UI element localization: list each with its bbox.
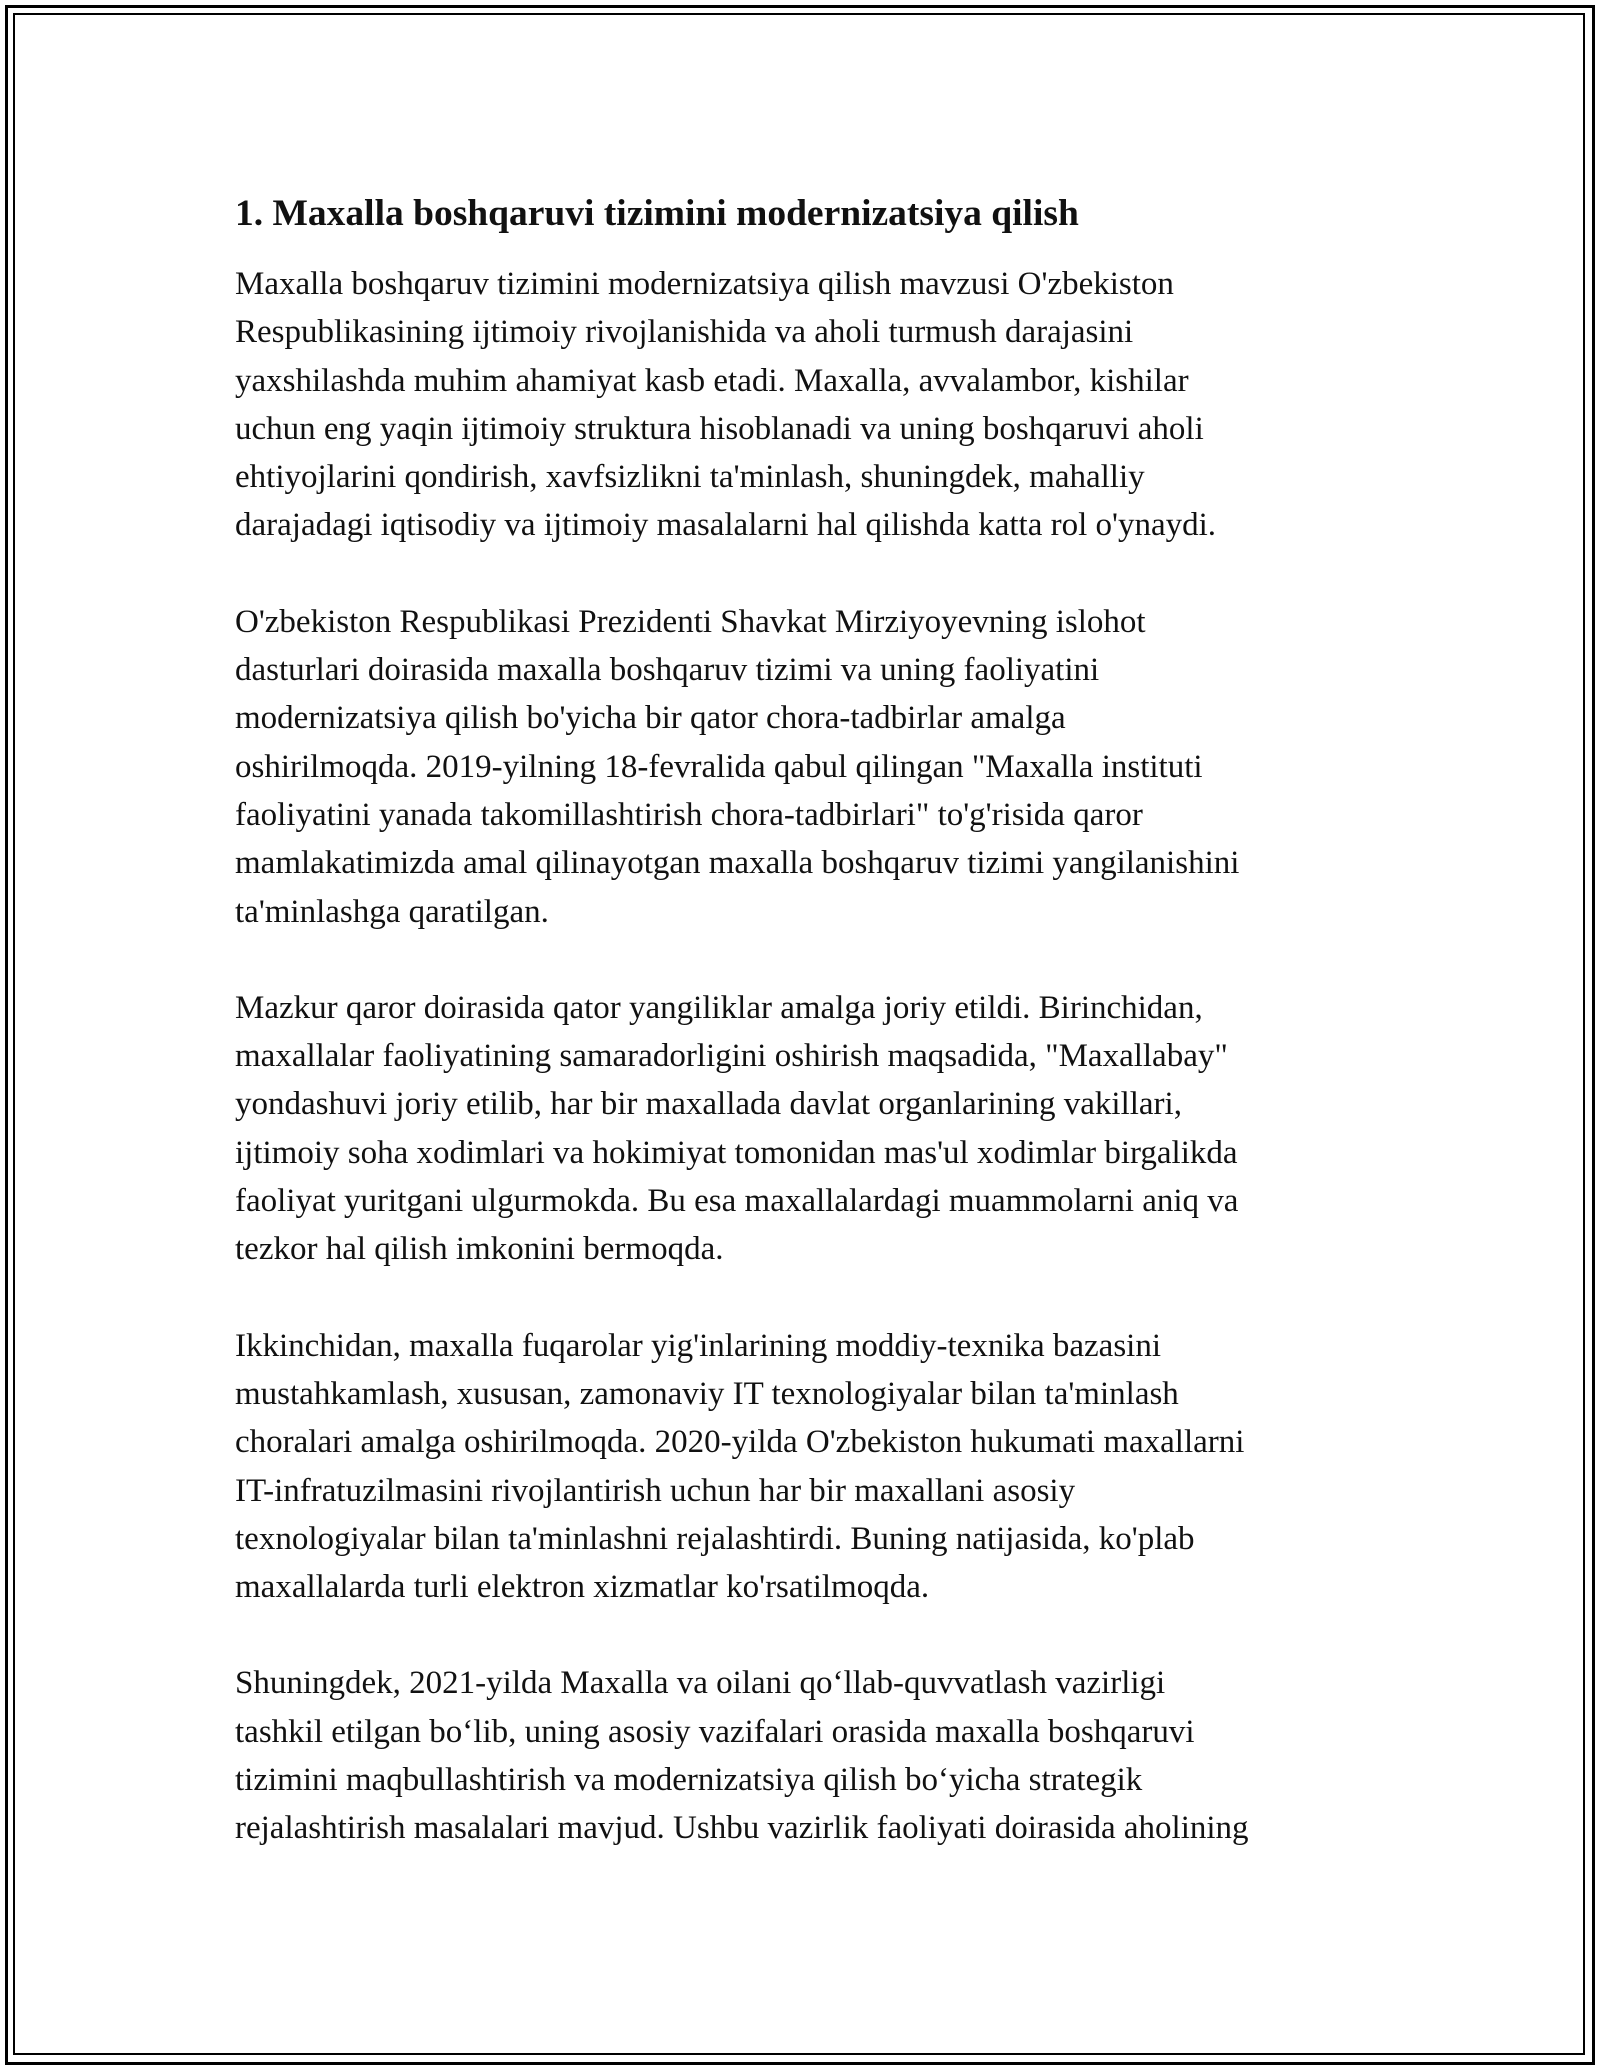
document-body (235, 188, 1365, 1901)
paragraph-1: Maxalla boshqaruv tizimini modernizatsiya qilish mavzusi O'zbekiston Respublikasining ijtimoiy rivojlanishida va aholi turmush darajasini yaxshilashda muhim ahamiyat kasb etadi. Maxalla, avvalambor, kishilar uchun eng yaqin ijtimoiy struktura hisoblanadi va uning boshqaruvi aholi ehtiyojlarini qondirish, xavfsizlikni ta'minlash, shuningdek, mahalliy darajadagi iqtisodiy va ijtimoiy masalalarni hal qilishda katta rol o'ynaydi. (235, 266, 1217, 544)
paragraph-4: Ikkinchidan, maxalla fuqarolar yig'inlarining moddiy-texnika bazasini mustahkamlash, xususan, zamonaviy IT texnologiyalar bilan ta'minlash choralari amalga oshirilmoqda. 2020-yilda O'zbekiston hukumati maxallarni IT-infratuzilmasini rivojlantirish uchun har bir maxallani asosiy texnologiyalar bilan ta'minlashni rejalashtirdi. Buning natijasida, ko'plab maxallalarda turli elektron xizmatlar ko'rsatilmoqda. (235, 1327, 1245, 1606)
section-heading: 1. Maxalla boshqaruvi tizimini modernizatsiya qilish (235, 193, 1079, 234)
paragraph-2: O'zbekiston Respublikasi Prezidenti Shavkat Mirziyoyevning islohot dasturlari doirasida maxalla boshqaruv tizimi va uning faoliyatini modernizatsiya qilish bo'yicha bir qator chora-tadbirlar amalga oshirilmoqda. 2019-yilning 18-fevralida qabul qilingan "Maxalla instituti faoliyatini yanada takomillashtirish chora-tadbirlari" to'g'risida qaror mamlakatimizda amal qilinayotgan maxalla boshqaruv tizimi yangilanishini ta'minlashga qaratilgan. (235, 603, 1240, 930)
paragraph-5: Shuningdek, 2021-yilda Maxalla va oilani qo‘llab-quvvatlash vazirligi tashkil etilgan bo‘lib, uning asosiy vazifalari orasida maxalla boshqaruvi tizimini maqbullashtirish va modernizatsiya qilish bo‘yicha strategik rejalashtirish masalalari mavjud. Ushbu vazirlik faoliyati doirasida aholining (235, 1665, 1249, 1847)
paragraph-3: Mazkur qaror doirasida qator yangiliklar amalga joriy etildi. Birinchidan, maxallalar faoliyatining samaradorligini oshirish maqsadida, "Maxallabay" yondashuvi joriy etilib, har bir maxallada davlat organlarining vakillari, ijtimoiy soha xodimlari va hokimiyat tomonidan mas'ul xodimlar birgalikda faoliyat yuritgani ulgurmokda. Bu esa maxallalardagi muammolarni aniq va tezkor hal qilish imkonini bermoqda. (235, 989, 1239, 1268)
